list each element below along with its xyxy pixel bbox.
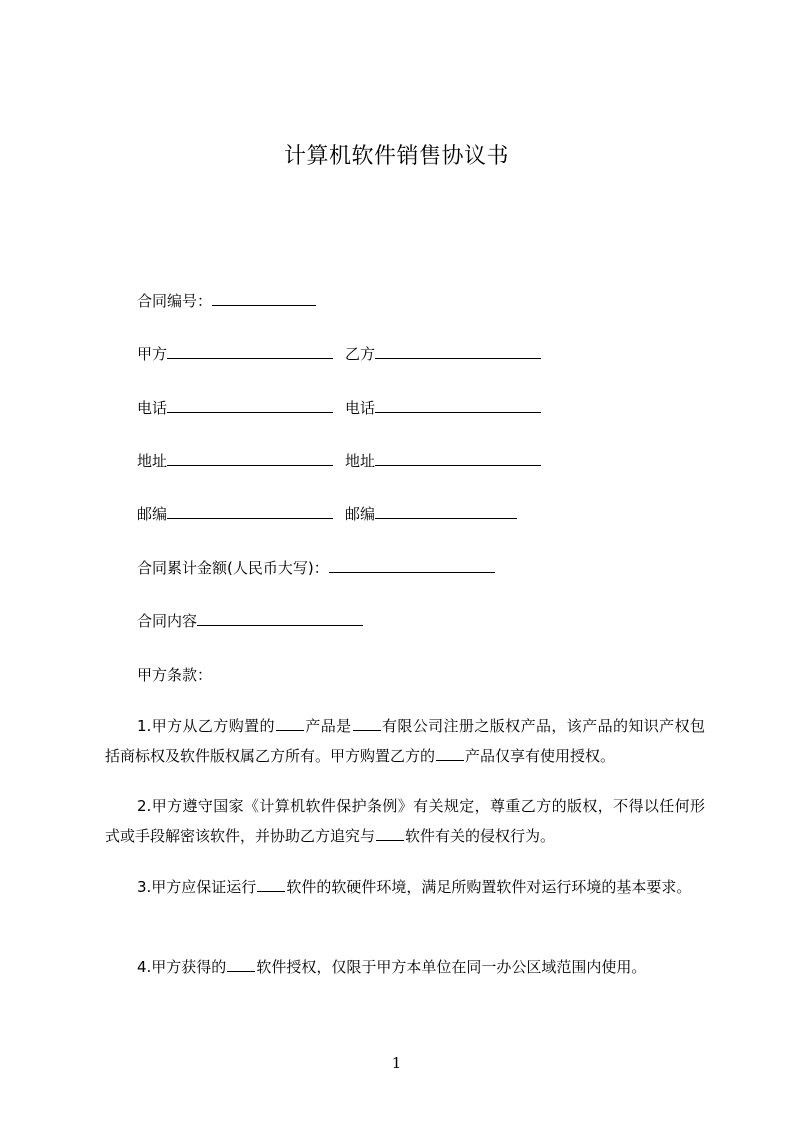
contract-number-row xyxy=(137,290,316,312)
contract-number-label: 合同编号： xyxy=(137,292,213,310)
clause-2-blank-1[interactable] xyxy=(376,826,404,841)
clause-1-blank-2[interactable] xyxy=(353,716,381,731)
party-a-blank[interactable] xyxy=(167,344,333,359)
amount-blank[interactable] xyxy=(329,558,495,573)
document-title: 计算机软件销售协议书 xyxy=(283,144,509,169)
zip-b-label: 邮编 xyxy=(345,505,376,523)
party-b-row xyxy=(345,343,541,365)
address-b-label: 地址 xyxy=(345,452,376,470)
clause-1 xyxy=(105,711,705,771)
page-number: 1 xyxy=(391,1054,402,1072)
clause-2-text-2: 软件有关的侵权行为。 xyxy=(405,827,556,845)
clause-3-blank-1[interactable] xyxy=(257,877,285,892)
phone-b-blank[interactable] xyxy=(375,398,541,413)
address-a-blank[interactable] xyxy=(167,451,333,466)
clause-1-text-3: 有限公司注册之版权产品，该产品的知识产权包括商标权及软件版权属乙方所有。甲方购置乙方的 xyxy=(105,717,705,765)
phone-b-label: 电话 xyxy=(345,399,376,417)
zip-a-blank[interactable] xyxy=(167,504,333,519)
clause-4-text-2: 软件授权，仅限于甲方本单位在同一办公区域范围内使用。 xyxy=(256,958,647,976)
clause-1-text-4: 产品仅享有使用授权。 xyxy=(465,747,616,765)
phone-a-row xyxy=(137,397,333,419)
zip-b-row xyxy=(345,503,517,525)
clause-1-text-2: 产品是 xyxy=(304,717,352,735)
contract-number-blank[interactable] xyxy=(212,291,316,306)
clause-3 xyxy=(105,872,705,902)
zip-a-row xyxy=(137,503,333,525)
clause-4-blank-1[interactable] xyxy=(227,957,255,972)
clause-1-blank-1[interactable] xyxy=(276,716,304,731)
clause-4 xyxy=(105,952,705,982)
content-label: 合同内容 xyxy=(137,612,198,630)
amount-label: 合同累计金额(人民币大写)： xyxy=(137,559,329,577)
address-a-label: 地址 xyxy=(137,452,168,470)
party-a-row xyxy=(137,343,333,365)
clause-1-blank-3[interactable] xyxy=(436,746,464,761)
clause-3-text-2: 软件的软硬件环境，满足所购置软件对运行环境的基本要求。 xyxy=(286,878,692,896)
content-blank[interactable] xyxy=(197,611,363,626)
address-a-row xyxy=(137,450,333,472)
amount-row xyxy=(137,557,495,579)
phone-b-row xyxy=(345,397,541,419)
phone-a-blank[interactable] xyxy=(167,398,333,413)
party-b-label: 乙方 xyxy=(345,345,376,363)
clause-1-text-1: 1.甲方从乙方购置的 xyxy=(137,717,275,735)
party-a-label: 甲方 xyxy=(137,345,168,363)
content-row xyxy=(137,610,363,632)
clause-4-text-1: 4.甲方获得的 xyxy=(137,958,227,976)
zip-a-label: 邮编 xyxy=(137,505,168,523)
clause-2-text-1: 2.甲方遵守国家《计算机软件保护条例》有关规定，尊重乙方的版权，不得以任何形式或手段解密该软件，并协助乙方追究与 xyxy=(105,797,705,845)
address-b-row xyxy=(345,450,541,472)
zip-b-blank[interactable] xyxy=(375,504,517,519)
phone-a-label: 电话 xyxy=(137,399,168,417)
party-a-terms-heading: 甲方条款： xyxy=(137,666,213,684)
party-b-blank[interactable] xyxy=(375,344,541,359)
clause-3-text-1: 3.甲方应保证运行 xyxy=(137,878,257,896)
clause-2 xyxy=(105,791,705,851)
address-b-blank[interactable] xyxy=(375,451,541,466)
